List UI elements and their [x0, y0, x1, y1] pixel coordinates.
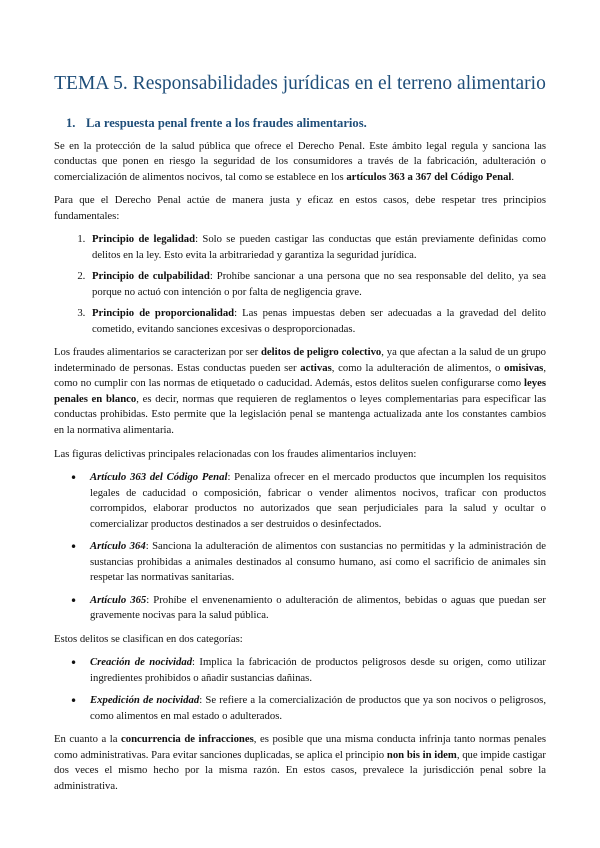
fraudes-text: , ya que afectan a la salud de un grupo indeterminado de personas. Estas conductas pueden ser: [54, 346, 547, 374]
section-heading-text: La respuesta penal frente a los fraudes alimentarios.: [86, 116, 367, 131]
categorias-list: [54, 655, 546, 724]
concurrencia-text: , es posible que una misma conducta infrinja tanto normas penales como administrativas. Para evitar sanciones duplicadas, se aplica el principio: [54, 733, 546, 761]
figura-term: Artículo 363 del Código Penal: [90, 471, 228, 484]
list-item: [90, 655, 546, 686]
figura-text: : Sanciona la adulteración de alimentos con sustancias no permitidas y la administración de sustancias prohibidas a animales destinados al consumo humano, así como el sacrificio de animales sin respetar las normativas sanitarias.: [90, 540, 546, 584]
figura-term: Artículo 364: [90, 540, 146, 553]
fraudes-bold: omisivas: [504, 361, 544, 374]
list-item: [90, 470, 546, 532]
list-item: [90, 693, 546, 724]
principle-text: : Solo se pueden castigar las conductas que están previamente definidas como delitos en la ley. Esto evita la arbitrariedad y garantiza la seguridad jurídica.: [92, 233, 546, 261]
fraudes-text: , como no cumplir con las normas de etiquetado o caducidad. Además, estos delitos suelen configurarse como: [54, 361, 546, 390]
intro-paragraph: [54, 139, 546, 186]
list-item: [90, 593, 546, 624]
concurrencia-paragraph: [54, 732, 546, 794]
concurrencia-bold: concurrencia de infracciones: [121, 733, 254, 746]
principles-list: [54, 232, 546, 337]
concurrencia-bold: non bis in idem: [386, 748, 457, 761]
fraudes-text: Los fraudes alimentarios se caracterizan por ser: [54, 346, 261, 359]
intro-end: .: [511, 170, 515, 183]
categoria-term: Creación de nocividad: [90, 656, 193, 669]
fraudes-bold: leyes penales en blanco: [54, 377, 546, 405]
section-heading: [66, 115, 546, 131]
principle-term: Principio de legalidad: [92, 233, 196, 246]
section-number: 1.: [66, 116, 76, 131]
figura-text: : Penaliza ofrecer en el mercado productos que incumplen los requisitos legales de caducidad o composición, fabricar o vender alimentos nocivos, traficar con productos corrompidos, elaborar productos no autorizados que sean perjudiciales para la salud y ocultar o comercializar productos destinados a ser destruidos o desinfectados.: [90, 471, 546, 530]
fraudes-text: , como la adulteración de alimentos, o: [331, 361, 505, 374]
list-item: [88, 306, 546, 337]
principles-intro: Para que el Derecho Penal actúe de manera justa y eficaz en estos casos, debe respetar tres principios fundamentales:: [54, 194, 546, 222]
concurrencia-text: En cuanto a la: [54, 733, 122, 746]
intro-text: Se en la protección de la salud pública que ofrece el Derecho Penal. Este ámbito legal regula y sanciona las conductas que ponen en riesgo la seguridad de los consumidores a través de la fabricación, adulteración o comercialización de alimentos nocivos, tal como se establece en los: [54, 139, 546, 183]
list-item: [88, 269, 546, 300]
categoria-term: Expedición de nocividad: [90, 694, 200, 707]
figuras-intro: Las figuras delictivas principales relacionadas con los fraudes alimentarios incluyen:: [54, 447, 417, 460]
concurrencia-text: , que impide castigar dos veces el mismo hecho por la misma razón. En estos casos, prevalece la jurisdicción penal sobre la administrativa.: [54, 748, 546, 792]
principle-term: Principio de proporcionalidad: [92, 307, 235, 320]
fraudes-bold: delitos de peligro colectivo: [260, 346, 382, 359]
figuras-list: [54, 470, 546, 624]
fraudes-bold: activas: [300, 361, 332, 374]
figura-term: Artículo 365: [90, 593, 147, 606]
principle-text: : Prohíbe sancionar a una persona que no sea responsable del delito, ya sea porque no actuó con intención o por falta de negligencia grave.: [92, 270, 546, 298]
categoria-text: : Implica la fabricación de productos peligrosos desde su origen, como utilizar ingredientes prohibidos o añadir sustancias dañinas.: [90, 656, 546, 684]
fraudes-paragraph: [54, 345, 546, 438]
principle-term: Principio de culpabilidad: [92, 270, 210, 283]
categorias-intro: Estos delitos se clasifican en dos categorías:: [54, 632, 243, 645]
intro-bold: artículos 363 a 367 del Código Penal: [346, 170, 512, 183]
list-item: [88, 232, 546, 263]
figura-text: : Prohíbe el envenenamiento o adulteración de alimentos, bebidas o aguas que puedan ser gravemente nocivas para la salud pública.: [90, 593, 546, 622]
list-item: [90, 539, 546, 586]
page-title: TEMA 5. Responsabilidades jurídicas en el terreno alimentario: [54, 73, 546, 94]
principle-text: : Las penas impuestas deben ser adecuadas a la gravedad del delito cometido, evitando sanciones excesivas o desproporcionadas.: [92, 307, 546, 335]
fraudes-text: , es decir, normas que requieren de reglamentos o leyes complementarias para especificar las conductas prohibidas. Esto permite que la legislación penal se mantenga actualizada ante los constantes cambios en la normativa alimentaria.: [54, 392, 546, 436]
categoria-text: : Se refiere a la comercialización de productos que ya son nocivos o peligrosos, como alimentos en mal estado o adulterados.: [90, 694, 546, 722]
